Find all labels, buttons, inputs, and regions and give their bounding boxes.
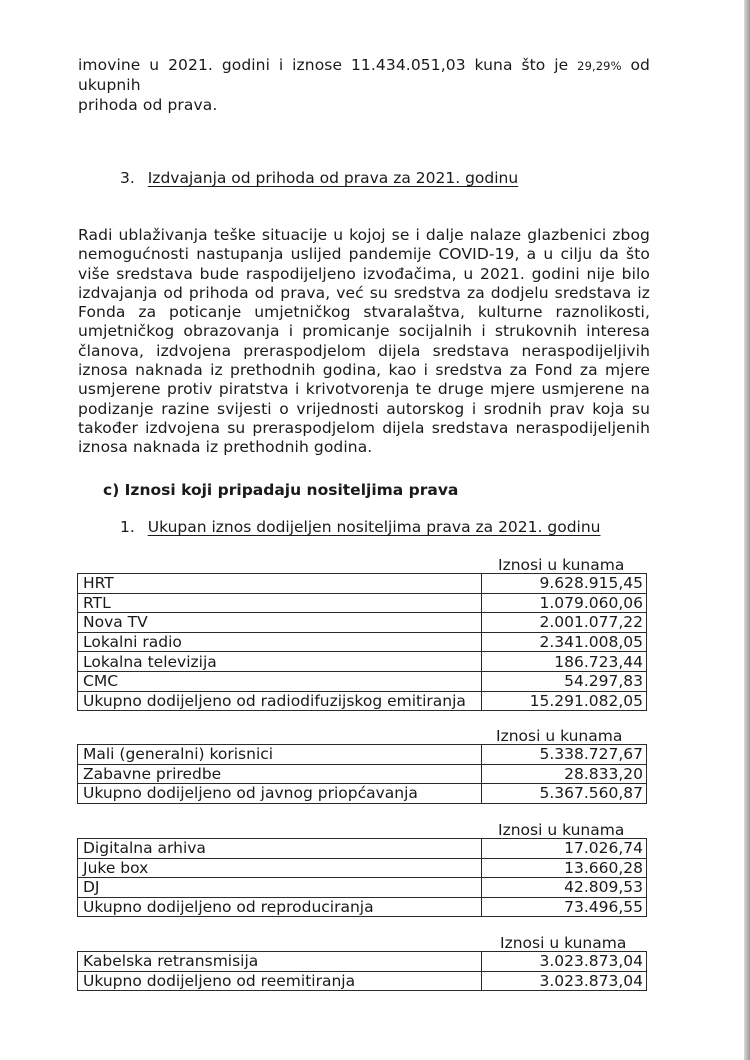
table-2-header: Iznosi u kunama xyxy=(496,727,623,745)
table-row xyxy=(78,632,647,652)
section-3-body: Radi ublaživanja teške situacije u kojoj se i dalje nalaze glazbenici zbog nemogućnosti nastupanja uslijed pandemije COVID-19, a u cilju da što više sredstava bude raspodijeljeno izvođačima, u 2021. godini nije bilo izdvajanja od prihoda od prava, već su sredstva za dodjelu sredstava iz Fonda za poticanje umjetničkog stvaralaštva, kulturne raznolikosti, umjetničkog obrazovanja i promicanje socijalnih i strukovnih interesa članova, izdvojena preraspodjelom dijela sredstava neraspodijeljivih iznosa naknada iz prethodnih godina, kao i sredstva za Fond za mjere usmjerene protiv piratstva i krivotvorenja te druge mjere usmjerene na podizanje razine svijesti o vrijednosti autorskog i srodnih prav koja su također izdvojena su preraspodjelom dijela sredstava neraspodijeljenih iznosa naknada iz prethodnih godina. xyxy=(78,226,650,457)
row-value: 42.809,53 xyxy=(482,878,647,898)
section-3-title: Izdvajanja od prihoda od prava za 2021. godinu xyxy=(147,169,519,187)
row-label: HRT xyxy=(78,574,482,594)
row-value: 15.291.082,05 xyxy=(482,691,647,711)
row-label: CMC xyxy=(78,671,482,691)
reemitiranje-table xyxy=(77,951,647,991)
row-value: 5.367.560,87 xyxy=(482,784,647,804)
table-row xyxy=(78,652,647,672)
subsection-1-heading xyxy=(120,517,600,537)
row-label: DJ xyxy=(78,878,482,898)
scan-edge xyxy=(744,0,750,1060)
table-total-row xyxy=(78,784,647,804)
table-row xyxy=(78,671,647,691)
table-row xyxy=(78,858,647,878)
row-label: Zabavne priredbe xyxy=(78,764,482,784)
row-value: 2.001.077,22 xyxy=(482,613,647,633)
subsection-1-number: 1. xyxy=(120,518,135,536)
radiodifuzija-table xyxy=(77,573,647,711)
row-value: 17.026,74 xyxy=(482,839,647,859)
table-row xyxy=(78,839,647,859)
intro-percent: 29,29% xyxy=(577,59,622,73)
intro-text: imovine u 2021. godini i iznose 11.434.051,03 kuna što je xyxy=(78,56,578,74)
row-label: Mali (generalni) korisnici xyxy=(78,745,482,765)
table-4-header: Iznosi u kunama xyxy=(500,934,627,952)
row-value: 9.628.915,45 xyxy=(482,574,647,594)
javno-priopcavanje-table xyxy=(77,744,647,804)
row-value: 1.079.060,06 xyxy=(482,593,647,613)
table-total-row xyxy=(78,691,647,711)
section-3-heading xyxy=(120,168,518,188)
row-value: 28.833,20 xyxy=(482,764,647,784)
row-label: Digitalna arhiva xyxy=(78,839,482,859)
row-label: Ukupno dodijeljeno od javnog priopćavanja xyxy=(78,784,482,804)
section-c-title: c) Iznosi koji pripadaju nositeljima prava xyxy=(103,481,459,499)
row-label: Ukupno dodijeljeno od reemitiranja xyxy=(78,971,482,991)
table-row xyxy=(78,952,647,972)
row-label: Lokalna televizija xyxy=(78,652,482,672)
row-value: 3.023.873,04 xyxy=(482,971,647,991)
row-value: 5.338.727,67 xyxy=(482,745,647,765)
subsection-1-title: Ukupan iznos dodijeljen nositeljima prava za 2021. godinu xyxy=(147,518,601,536)
row-label: Ukupno dodijeljeno od radiodifuzijskog emitiranja xyxy=(78,691,482,711)
row-value: 73.496,55 xyxy=(482,897,647,917)
reproduciranje-table xyxy=(77,838,647,917)
row-label: Nova TV xyxy=(78,613,482,633)
table-row xyxy=(78,593,647,613)
table-row xyxy=(78,878,647,898)
table-total-row xyxy=(78,971,647,991)
row-value: 2.341.008,05 xyxy=(482,632,647,652)
row-value: 54.297,83 xyxy=(482,671,647,691)
row-label: Juke box xyxy=(78,858,482,878)
table-row xyxy=(78,745,647,765)
table-total-row xyxy=(78,897,647,917)
row-label: RTL xyxy=(78,593,482,613)
table-row xyxy=(78,613,647,633)
row-value: 186.723,44 xyxy=(482,652,647,672)
intro-text-end: od ukupnih xyxy=(78,56,650,95)
intro-text-line2: prihoda od prava. xyxy=(78,95,218,114)
table-1-header: Iznosi u kunama xyxy=(498,556,625,574)
intro-paragraph xyxy=(78,56,650,115)
row-label: Ukupno dodijeljeno od reproduciranja xyxy=(78,897,482,917)
row-value: 3.023.873,04 xyxy=(482,952,647,972)
row-value: 13.660,28 xyxy=(482,858,647,878)
section-3-number: 3. xyxy=(120,169,135,187)
table-3-header: Iznosi u kunama xyxy=(498,821,625,839)
row-label: Kabelska retransmisija xyxy=(78,952,482,972)
row-label: Lokalni radio xyxy=(78,632,482,652)
table-row xyxy=(78,574,647,594)
table-row xyxy=(78,764,647,784)
